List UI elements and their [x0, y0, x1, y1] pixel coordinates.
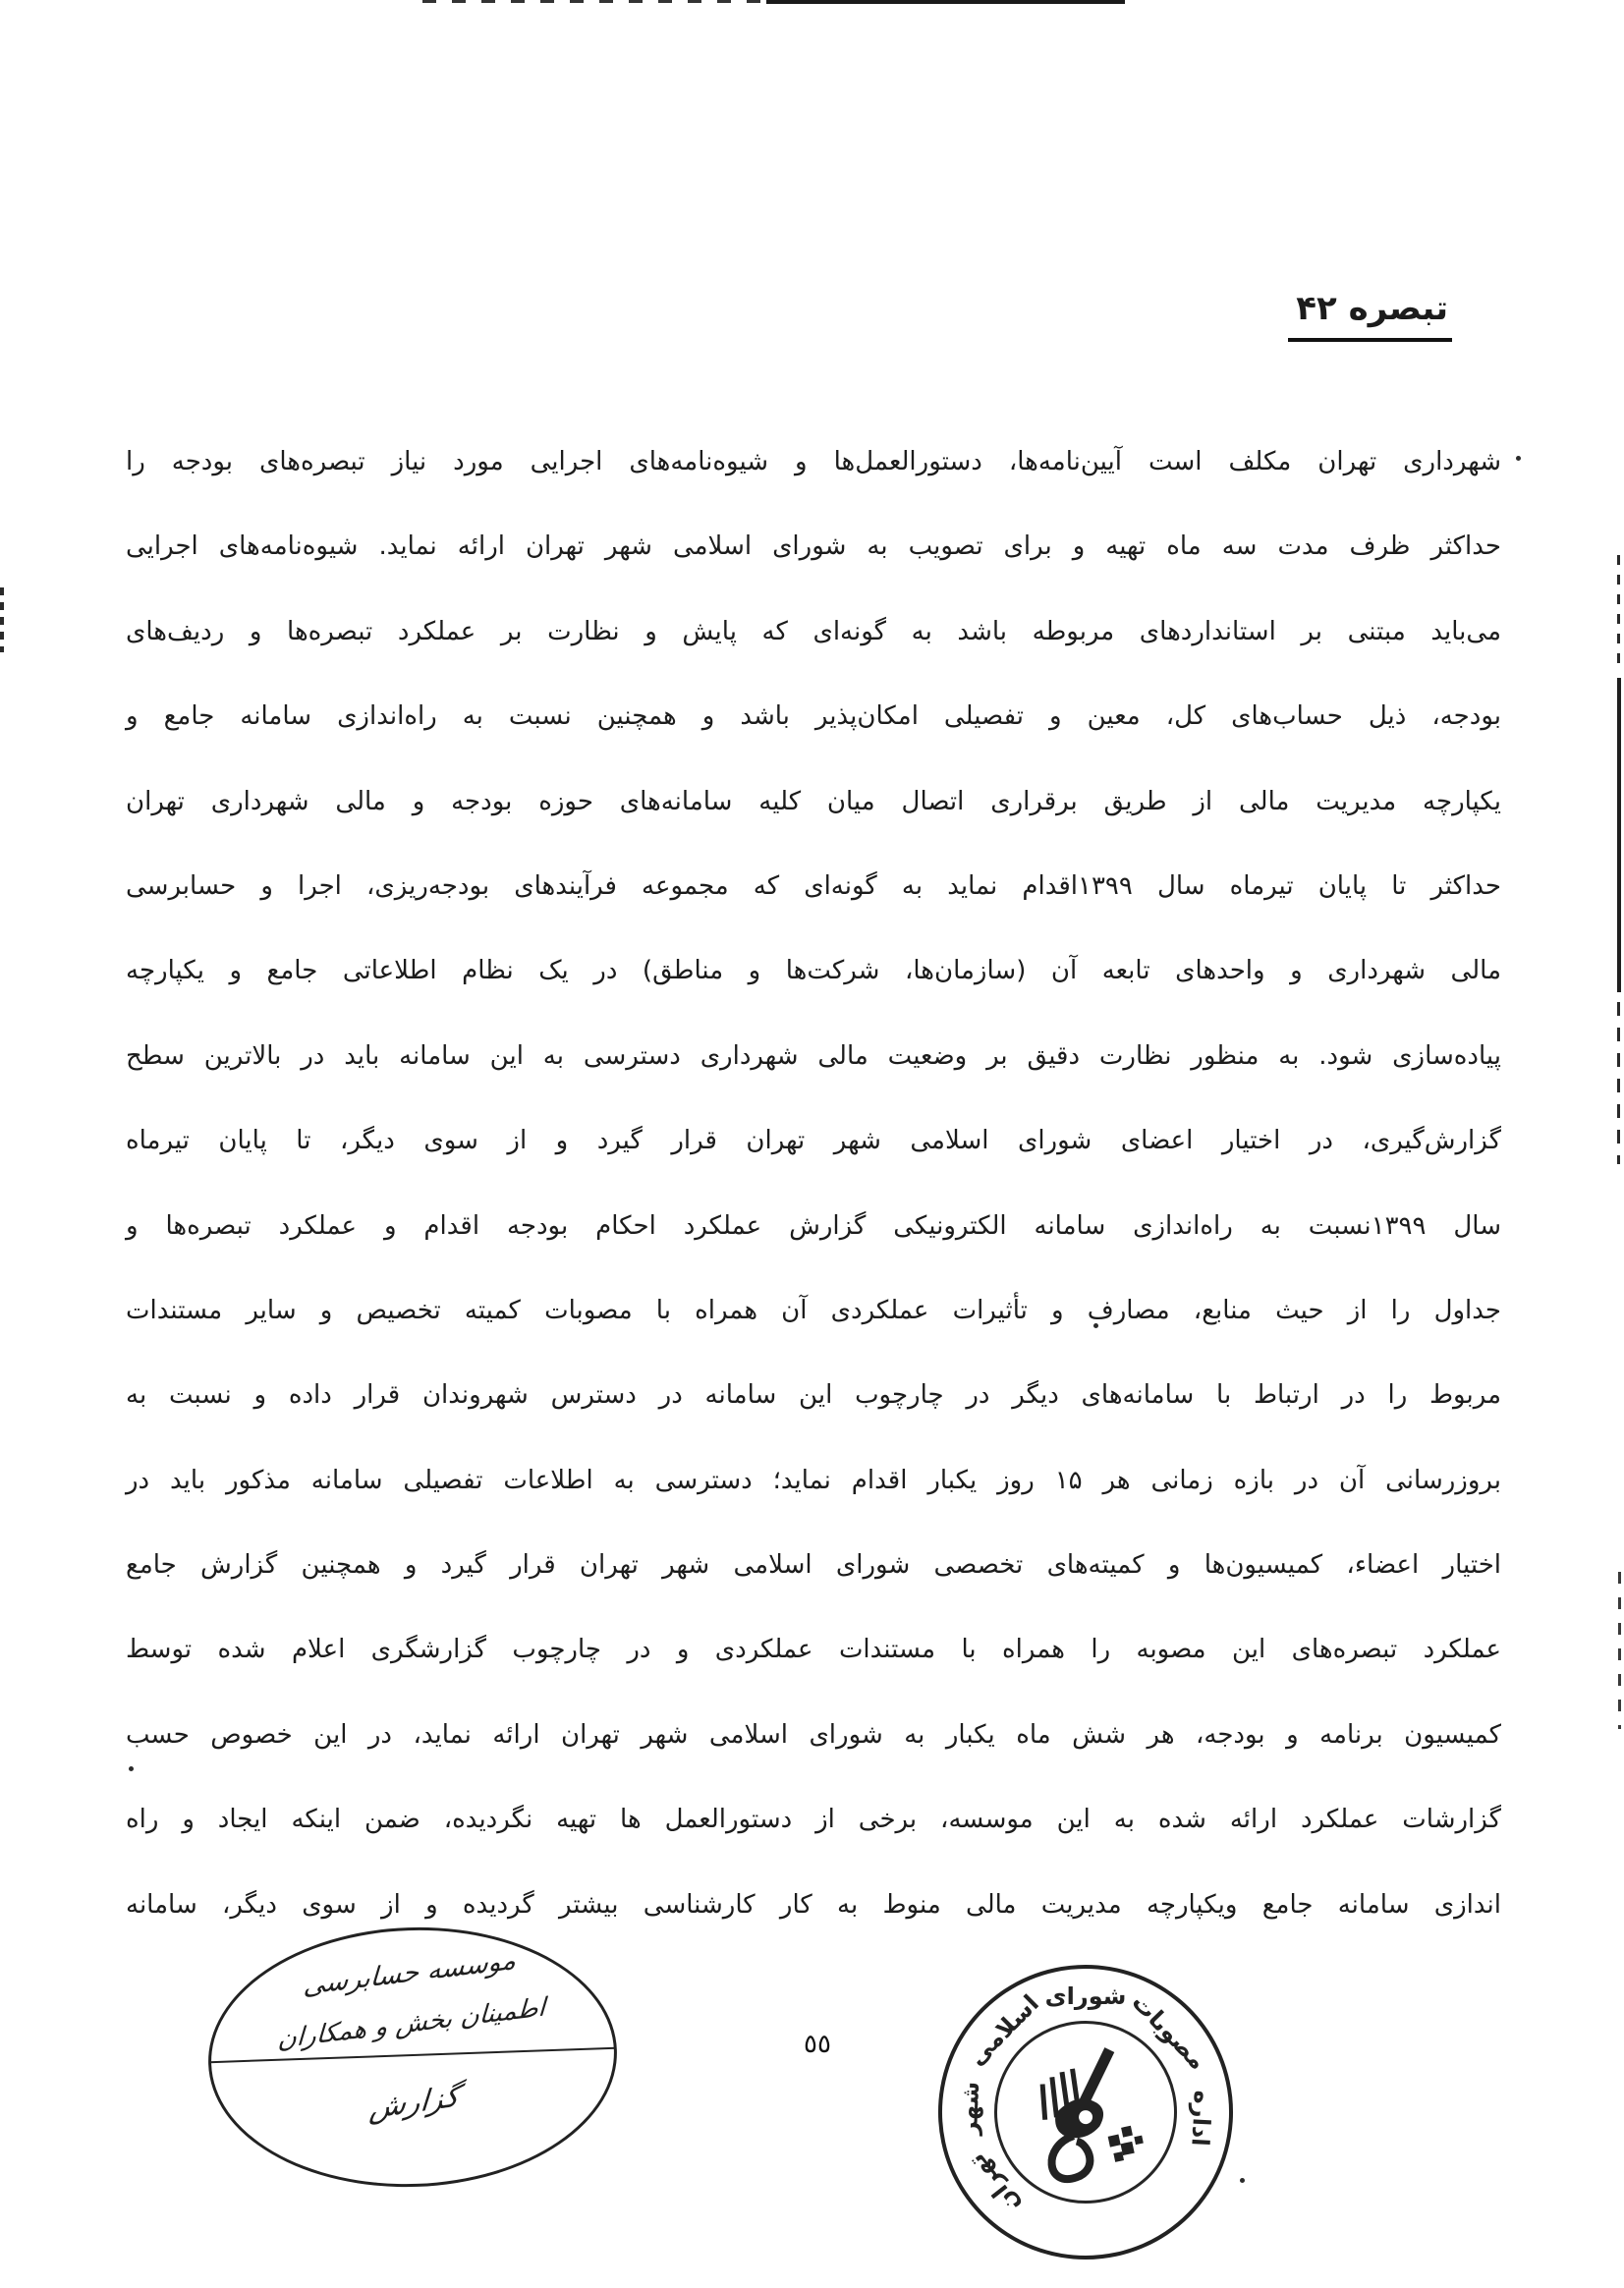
body-line: پیاده‌سازی شود. به منظور نظارت دقیق بر وضعیت مالی شهرداری دسترسی به این سامانه باید در بالاترین سطح	[126, 1040, 1501, 1071]
body-line: می‌باید مبتنی بر استانداردهای مربوطه باشد به گونه‌ای که پایش و نظارت بر عملکرد تبصره‌ها و ردیف‌های	[126, 616, 1501, 646]
scan-artifact-right-edge	[1617, 1002, 1620, 1164]
stamp-ring-word: اداره	[1186, 2090, 1217, 2148]
stamp-ring-word: اسلامی	[963, 1989, 1044, 2071]
stamp-ring-word: شورای	[1044, 1982, 1127, 2010]
body-line: سال ۱۳۹۹نسبت به راه‌اندازی سامانه الکترونیکی گزارش عملکرد احکام بودجه اقدام و عملکرد تبصره‌ها و	[126, 1210, 1501, 1241]
body-line: مربوط را در ارتباط با سامانه‌های دیگر در چارچوب این سامانه در دسترس شهروندان قرار داده و نسبت به	[126, 1380, 1501, 1411]
body-line: گزارش‌گیری، در اختیار اعضای شورای اسلامی شهر تهران قرار گیرد و از سوی دیگر، تا پایان تیرماه	[126, 1126, 1501, 1156]
scan-artifact-top-dots	[422, 0, 766, 3]
body-line: حداکثر ظرف مدت سه ماه تهیه و برای تصویب به شورای اسلامی شهر تهران ارائه نماید. شیوه‌نامه‌های اجرایی	[126, 531, 1501, 562]
audit-firm-stamp	[204, 1921, 622, 2194]
scan-artifact-right-edge	[1617, 678, 1621, 992]
scan-artifact-top-line	[766, 0, 1125, 4]
body-line: جداول را از حیث منابع، مصارف و تأثیرات عملکردی آن همراه با مصوبات کمیته تخصیص و سایر مستندات	[126, 1295, 1501, 1325]
body-line: اندازی سامانه جامع ویکپارچه مدیریت مالی منوط به کار کارشناسی بیشتر گردیده و از سوی دیگر، سامانه	[126, 1889, 1501, 1920]
council-round-stamp	[911, 1937, 1260, 2287]
body-line: یکپارچه مدیریت مالی از طریق برقراری اتصال میان کلیه سامانه‌های حوزه بودجه و مالی شهرداری تهران	[126, 786, 1501, 816]
page-title: تبصره ۴۲	[1288, 289, 1452, 342]
stamp-text-firm-type: موسسه حسابرسی	[302, 1944, 518, 2002]
scan-artifact-right-edge	[1618, 1572, 1621, 1729]
ink-speck	[1516, 456, 1521, 461]
scan-artifact-right-edge	[1617, 555, 1620, 673]
clause-body	[126, 419, 1501, 1947]
council-emblem-icon	[998, 2025, 1173, 2200]
body-line: شهرداری تهران مکلف است آیین‌نامه‌ها، دستورالعمل‌ها و شیوه‌نامه‌های اجرایی مورد نیاز تبصره‌های بودجه را	[126, 447, 1501, 476]
stamp-ring-word: تهران	[962, 2148, 1027, 2219]
body-line: اختیار اعضاء، کمیسیون‌ها و کمیته‌های تخصصی شورای اسلامی شهر تهران قرار گیرد و همچنین گزارش جامع	[126, 1550, 1501, 1581]
body-line: کمیسیون برنامه و بودجه، هر شش ماه یکبار به شورای اسلامی شهر تهران ارائه نماید، در این خصوص حسب	[126, 1719, 1501, 1750]
body-line: عملکرد تبصره‌های این مصوبه را همراه با مستندات عملکردی و در چارچوب گزارشگری اعلام شده توسط	[126, 1635, 1501, 1665]
stamp-ring-word: مصوبات	[1126, 1987, 1212, 2076]
stamp-ring-word: شهر	[955, 2081, 985, 2136]
body-line: بودجه، ذیل حساب‌های کل، معین و تفصیلی امکان‌پذیر باشد و همچنین نسبت به راه‌اندازی سامانه جامع و	[126, 701, 1501, 732]
body-line: بروزرسانی آن در بازه زمانی هر ۱۵ روز یکبار اقدام نماید؛ دسترسی به اطلاعات تفصیلی سامانه مذکور باید در	[126, 1465, 1501, 1495]
body-line: حداکثر تا پایان تیرماه سال ۱۳۹۹اقدام نماید به گونه‌ای که مجموعه فرآیندهای بودجه‌ریزی، اجرا و حسابرسی	[126, 870, 1501, 901]
stamp-text-firm-name: اطمینان بخش و همکاران	[276, 1992, 546, 2055]
scan-artifact-left-edge	[0, 587, 4, 652]
stamp-text-report: گزارش	[367, 2079, 461, 2127]
body-line: گزارشات عملکرد ارائه شده به این موسسه، برخی از دستورالعمل ها تهیه نگردیده، ضمن اینکه ایجاد و راه	[126, 1805, 1501, 1835]
body-line: مالی شهرداری و واحدهای تابعه آن (سازمان‌ها، شرکت‌ها و مناطق) در یک نظام اطلاعاتی جامع و یکپارچه	[126, 956, 1501, 986]
page-number: ٥٥	[804, 2030, 831, 2059]
